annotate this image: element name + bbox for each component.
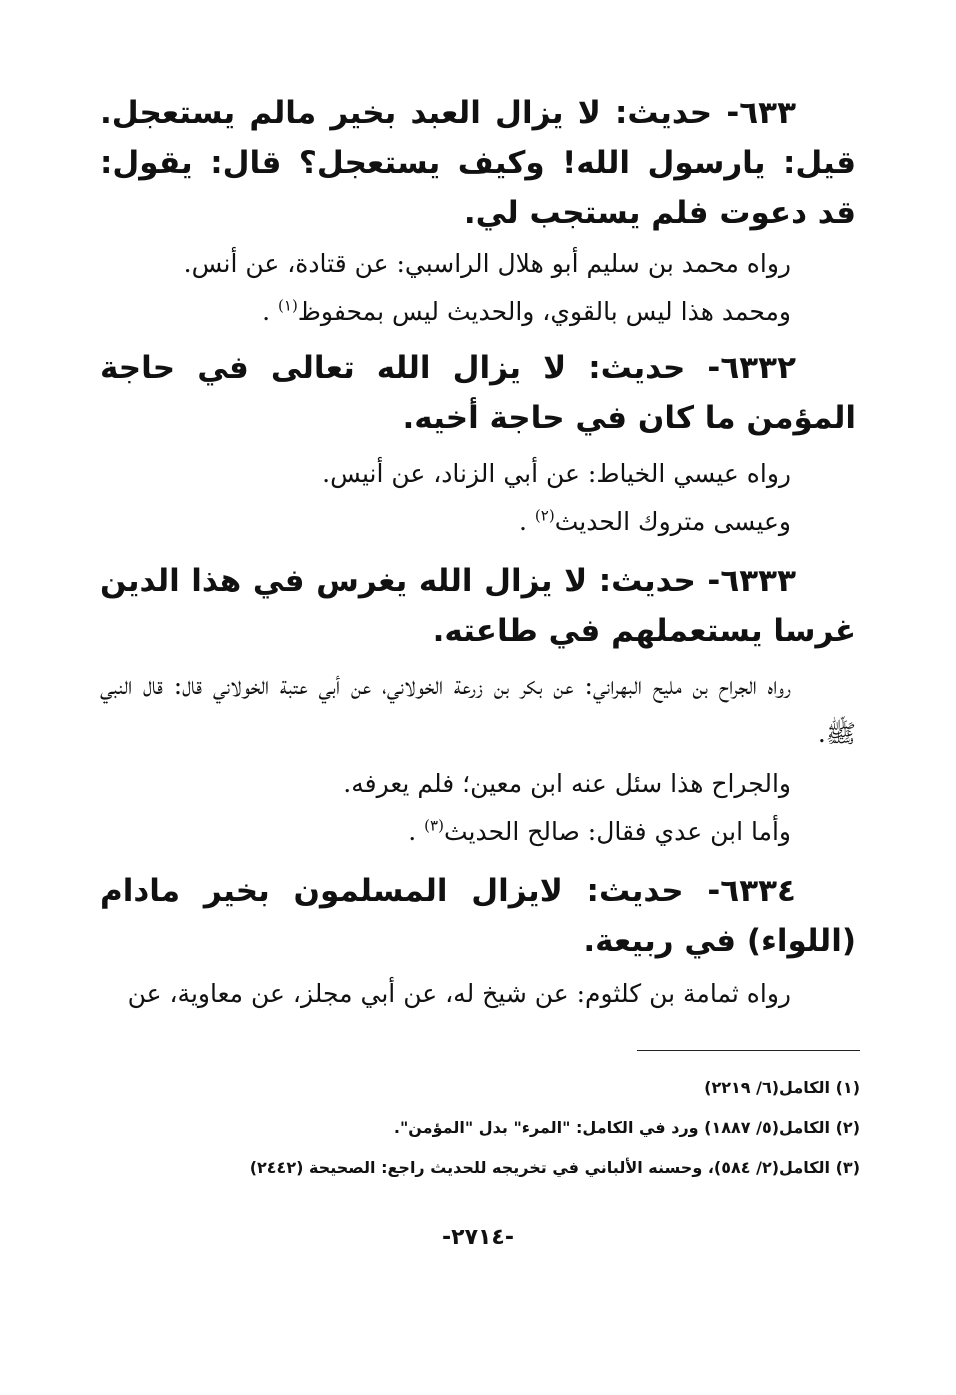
footnote-3: (٣) الكامل(٢/ ٥٨٤)، وحسنه الألباني في تخريجه للحديث راجع: الصحيحة (٢٤٤٢) (249, 1158, 860, 1177)
hadith-commentary-3 (100, 662, 856, 758)
hadith-commentary-2 (100, 450, 856, 546)
hadith-number: ٦٣٣٤ (720, 873, 796, 909)
commentary-line: رواه عيسي الخياط: عن أبي الزناد، عن أنيس. (322, 459, 791, 488)
footnote-marker: (٢) (534, 506, 555, 525)
hadith-text: حديث: لايزال المسلمون بخير مادام (اللواء) في ربيعة. (100, 873, 856, 959)
page-number: -٢٧١٤- (442, 1225, 514, 1250)
hadith-number: ٦٣٣ (739, 95, 796, 131)
hadith-number: ٦٣٣٣ (720, 563, 796, 599)
commentary-line: رواه الجراح بن مليح البهراني: عن بكر بن زرعة الخولاني، عن أبي عتبة الخولاني قال: قال النبي ﷺ. (100, 671, 856, 748)
hadith-commentary-4 (100, 970, 856, 1018)
hadith-commentary-3b (100, 760, 856, 856)
commentary-line: ومحمد هذا ليس بالقوي، والحديث ليس بمحفوظ$^{(١)}$ . (262, 296, 791, 326)
footnote-2: (٢) الكامل(٥/ ١٨٨٧) ورد في الكامل: "المرء" بدل "المؤمن". (393, 1118, 860, 1137)
commentary-line: رواه محمد بن سليم أبو هلال الراسبي: عن قتادة، عن أنس. (183, 249, 791, 278)
footnote-marker: (١) (278, 296, 298, 315)
footnote-1: (١) الكامل(٦/ ٢٢١٩) (704, 1078, 860, 1097)
hadith-entry-2: ٦٣٣٢- حديث: لا يزال الله تعالى في حاجة المؤمن ما كان في حاجة أخيه. (100, 350, 856, 436)
footnote-marker: (٣) (424, 816, 444, 835)
hadith-text: حديث: لا يزال الله يغرس في هذا الدين غرسا يستعملهم في طاعته. (100, 563, 856, 649)
hadith-entry-3: ٦٣٣٣- حديث: لا يزال الله يغرس في هذا الدين غرسا يستعملهم في طاعته. (100, 563, 856, 649)
hadith-entry-4: ٦٣٣٤- حديث: لايزال المسلمون بخير مادام (اللواء) في ربيعة. (100, 873, 856, 959)
hadith-text: حديث: لا يزال العبد بخير مالم يستعجل. قيل: يارسول الله! وكيف يستعجل؟ قال: يقول: قد دعوت فلم يستجب لي. (100, 95, 856, 231)
hadith-text: حديث: لا يزال الله تعالى في حاجة المؤمن ما كان في حاجة أخيه. (100, 350, 856, 436)
commentary-line: رواه ثمامة بن كلثوم: عن شيخ له، عن أبي مجلز، عن معاوية، عن (127, 979, 791, 1008)
footnote-divider (637, 1050, 860, 1051)
hadith-number: ٦٣٣٢ (720, 350, 796, 386)
hadith-commentary-1 (100, 240, 856, 336)
commentary-line: والجراح هذا سئل عنه ابن معين؛ فلم يعرفه. (343, 769, 791, 798)
commentary-line: وأما ابن عدي فقال: صالح الحديث$^{(٣)}$ . (408, 816, 791, 846)
commentary-line: وعيسى متروك الحديث$^{(٢)}$ . (519, 506, 791, 536)
hadith-entry-1: ٦٣٣- حديث: لا يزال العبد بخير مالم يستعجل. قيل: يارسول الله! وكيف يستعجل؟ قال: يقول: قد دعوت فلم يستجب لي. (100, 95, 856, 231)
footnotes (100, 1068, 860, 1188)
